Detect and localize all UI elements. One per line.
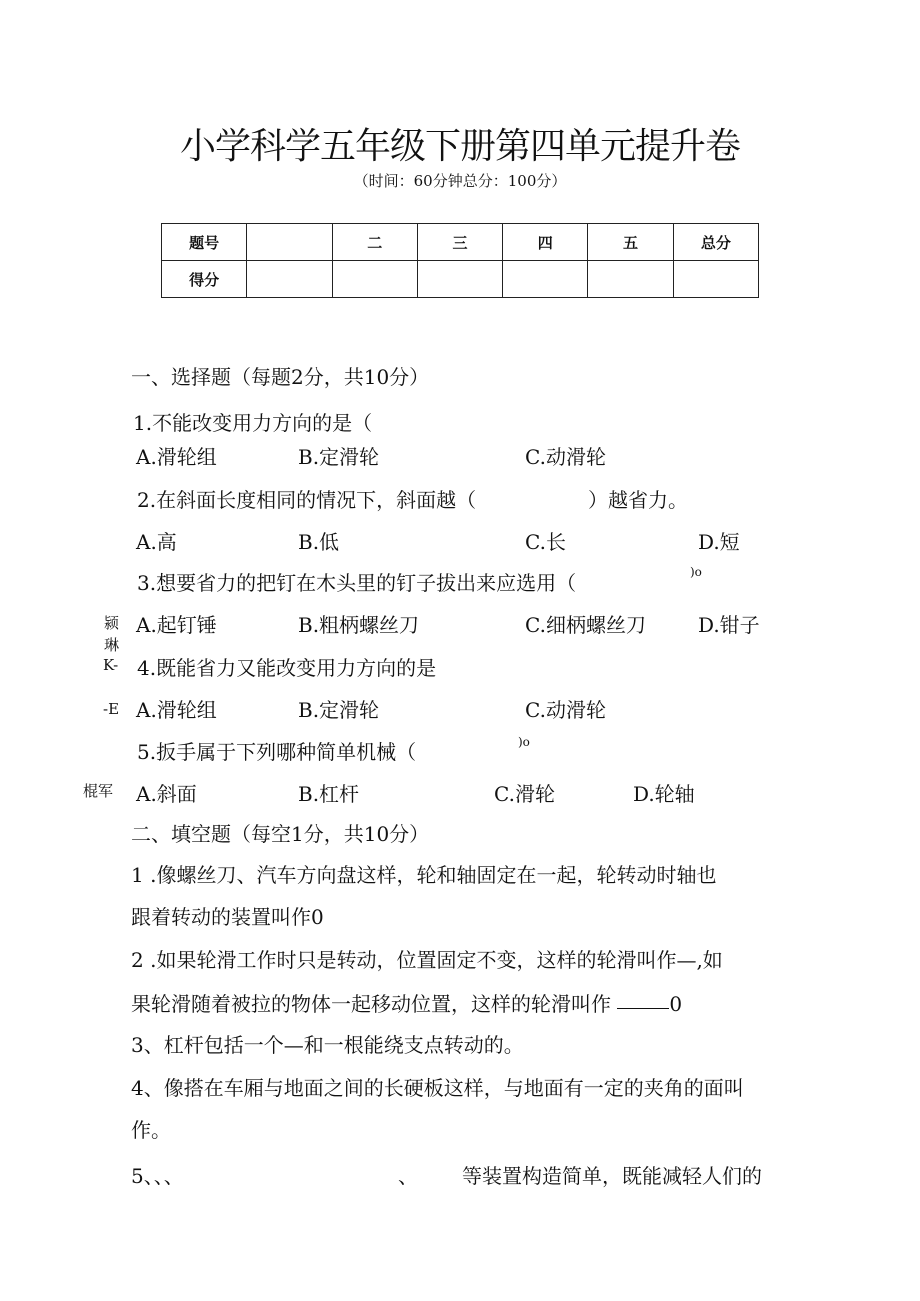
margin-text: -E	[103, 700, 120, 718]
q3-option-d: D.钳子	[698, 613, 760, 637]
margin-text: 琳	[104, 636, 120, 654]
score-header-cell: 二	[332, 224, 417, 261]
q2-stem: 2.在斜面长度相同的情况下，斜面越（	[137, 488, 477, 512]
page-subtitle: （时间：60分钟总分：100分）	[353, 172, 567, 190]
fill-q4-line1: 4、像搭在车厢与地面之间的长硬板这样，与地面有一定的夹角的面叫	[131, 1076, 744, 1100]
q1-stem: 1.不能改变用力方向的是（	[133, 411, 373, 435]
q4-option-c: C.动滑轮	[525, 698, 606, 722]
q3-option-b: B.粗柄螺丝刀	[298, 613, 420, 637]
margin-text: 颍	[104, 614, 120, 632]
margin-text: 棍军	[83, 782, 114, 800]
score-table	[161, 223, 759, 298]
score-header-cell: 题号	[162, 224, 247, 261]
score-table-header-row	[162, 224, 759, 261]
fill-q1-line1: 1 .像螺丝刀、汽车方向盘这样，轮和轴固定在一起，轮转动时轴也	[131, 863, 717, 887]
score-cell	[417, 261, 502, 298]
score-header-cell: 五	[588, 224, 673, 261]
q1-option-c: C.动滑轮	[525, 445, 606, 469]
fill-q5-part3: 等装置构造简单，既能减轻人们的	[462, 1164, 762, 1188]
score-cell	[588, 261, 673, 298]
q2-option-a: A.高	[136, 530, 177, 554]
score-cell	[673, 261, 758, 298]
fill-q3: 3、杠杆包括一个—和一根能绕支点转动的。	[131, 1033, 524, 1057]
q5-option-d: D.轮轴	[633, 782, 695, 806]
q3-option-a: A.起钉锤	[136, 613, 217, 637]
section2-heading: 二、填空题（每空1分，共10分）	[131, 822, 430, 846]
score-cell	[332, 261, 417, 298]
q1-option-a: A.滑轮组	[136, 445, 217, 469]
fill-q4-line2: 作。	[131, 1118, 171, 1142]
q3-stem: 3.想要省力的把钉在木头里的钉子拔出来应选用（	[137, 571, 577, 595]
score-row-label: 得分	[162, 261, 247, 298]
fill-q2-line1: 2 .如果轮滑工作时只是转动，位置固定不变，这样的轮滑叫作—,如	[131, 948, 723, 972]
fill-q5-part1: 5、、、	[131, 1164, 184, 1188]
q5-stem: 5.扳手属于下列哪种简单机械（	[137, 740, 417, 764]
q4-stem: 4.既能省力又能改变用力方向的是	[137, 656, 437, 680]
fill-q1-line2: 跟着转动的装置叫作0	[131, 905, 324, 929]
q5-option-c: C.滑轮	[494, 782, 555, 806]
q3-stem-tail: )o	[690, 565, 702, 579]
score-cell	[247, 261, 332, 298]
q1-option-b: B.定滑轮	[298, 445, 380, 469]
fill-q2-line2	[131, 988, 682, 1017]
q4-option-a: A.滑轮组	[136, 698, 217, 722]
q5-option-b: B.杠杆	[298, 782, 360, 806]
score-header-cell: 三	[417, 224, 502, 261]
score-header-cell: 四	[503, 224, 588, 261]
q5-option-a: A.斜面	[136, 782, 197, 806]
section1-heading: 一、选择题（每题2分，共10分）	[131, 365, 430, 389]
q2-option-b: B.低	[298, 530, 340, 554]
q2-option-d: D.短	[698, 530, 740, 554]
score-header-cell	[247, 224, 332, 261]
score-table-score-row	[162, 261, 759, 298]
margin-text: K-	[103, 656, 119, 674]
q5-stem-tail: )o	[518, 735, 530, 749]
q2-option-c: C.长	[525, 530, 566, 554]
page-title: 小学科学五年级下册第四单元提升卷	[179, 126, 740, 167]
fill-q2-line2-end: 0	[669, 992, 683, 1016]
score-cell	[503, 261, 588, 298]
fill-q2-line2-text: 果轮滑随着被拉的物体一起移动位置，这样的轮滑叫作	[131, 992, 611, 1016]
answer-blank	[617, 1007, 669, 1009]
q4-option-b: B.定滑轮	[298, 698, 380, 722]
q2-stem-tail: ）越省力。	[588, 488, 688, 512]
q3-option-c: C.细柄螺丝刀	[525, 613, 646, 637]
score-header-cell: 总分	[673, 224, 758, 261]
fill-q5-part2: 、	[398, 1164, 418, 1188]
